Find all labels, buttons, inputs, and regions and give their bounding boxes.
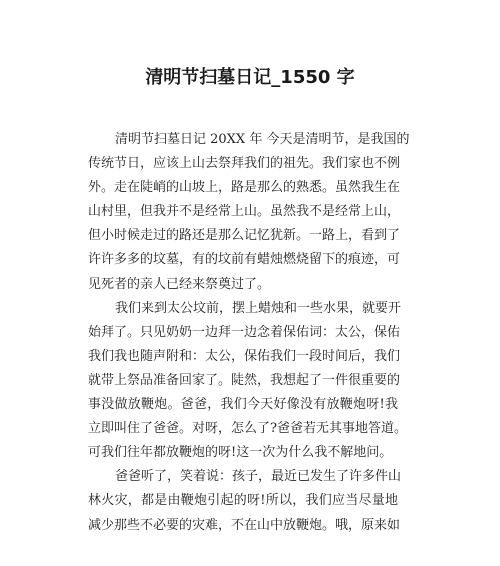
text-line: 清明节扫墓日记 20XX 年 今天是清明节，是我国的 (115, 132, 410, 147)
text-line: 爸爸听了，笑着说：孩子，最近已发生了许多件山 (115, 469, 402, 485)
document-title: 清明节扫墓日记_1550 字 (145, 67, 355, 88)
text-line: 外。走在陡峭的山坡上，路是那么的熟悉。虽然我生在 (88, 180, 401, 196)
document-body (88, 128, 410, 538)
text-line: 传统节日，应该上山去祭拜我们的祖先。我们家也不例 (88, 156, 401, 172)
paragraph-3 (88, 465, 402, 537)
text-line: 许许多多的坟墓，有的坟前有蜡烛燃烧留下的痕迹，可 (88, 252, 401, 268)
text-line: 我们我也随声附和：太公，保佑我们一段时间后，我们 (88, 348, 401, 364)
text-line: 林火灾，都是由鞭炮引起的呀!所以，我们应当尽量地 (88, 493, 398, 509)
text-line: 见死者的亲人已经来祭奠过了。 (88, 276, 271, 292)
paragraph-1 (88, 128, 410, 297)
text-line: 就带上祭品准备回家了。陡然，我想起了一件很重要的 (88, 372, 401, 388)
text-line: 始拜了。只见奶奶一边拜一边念着保佑词：太公，保佑 (88, 324, 401, 340)
text-line: 减少那些不必要的灾难，不在山中放鞭炮。哦，原来如 (88, 517, 401, 533)
text-line: 我们来到太公坟前，摆上蜡烛和一些水果，就要开 (115, 300, 402, 316)
text-line: 立即叫住了爸爸。对呀，怎么了?爸爸若无其事地答道。 (88, 421, 407, 437)
text-line: 事没做放鞭炮。爸爸，我们今天好像没有放鞭炮呀!我 (88, 397, 398, 413)
text-line: 但小时候走过的路还是那么记忆犹新。一路上，看到了 (88, 228, 401, 244)
text-line: 山村里，但我并不是经常上山。虽然我不是经常上山， (88, 204, 401, 220)
text-line: 可我们往年都放鞭炮的呀!这一次为什么我不解地问。 (88, 445, 393, 461)
paragraph-2 (88, 297, 407, 466)
